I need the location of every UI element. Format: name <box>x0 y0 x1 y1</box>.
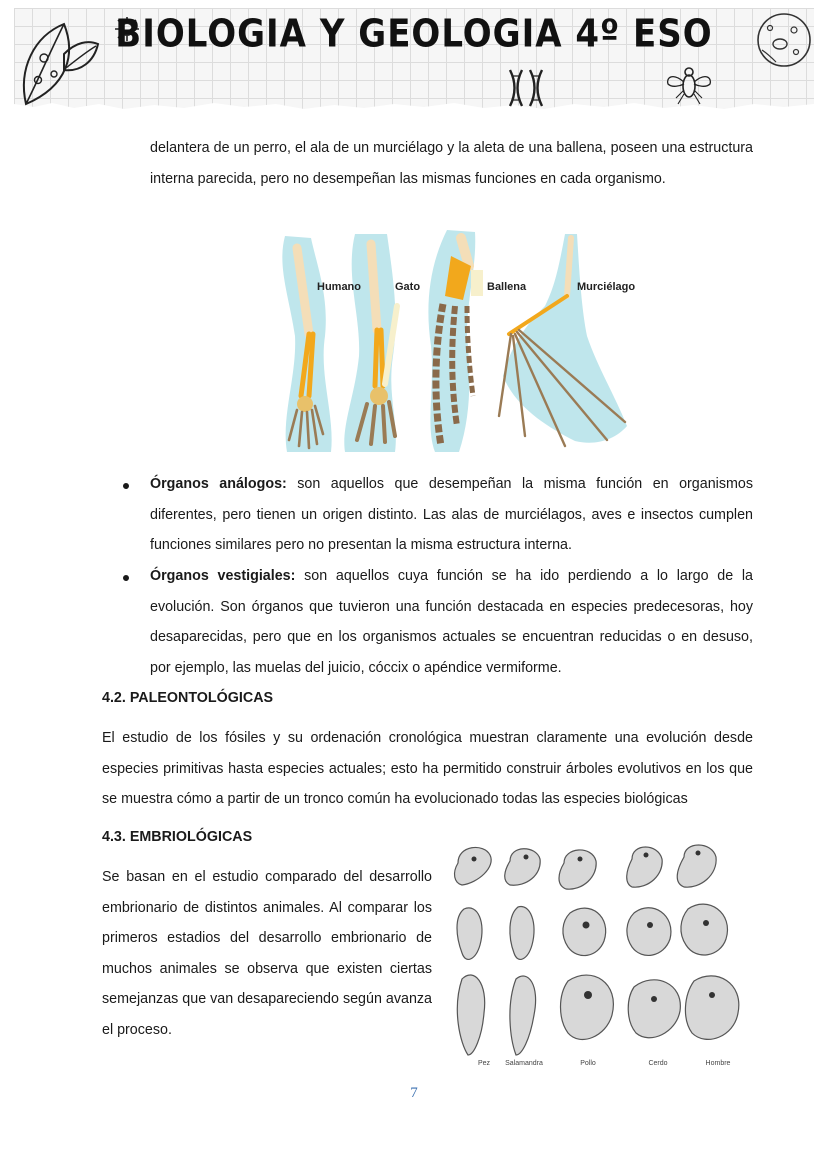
page-header-title: BIOLOGIA Y GEOLOGIA 4º ESO <box>115 11 713 57</box>
bullet-marker <box>123 575 129 581</box>
limb-label-whale: Ballena <box>487 281 527 293</box>
vestigial-organs-text: son aquellos cuya función se ha ido perdiendo a lo largo de la evolución. Son órganos que tuvieron una función destacada en especies predecesoras, hoy desaparecidas, pero que en los organismos actuales se encuentran reducidas o en desuso, por ejemplo, las muelas del juicio, cóccix o apéndice vermiforme. <box>150 568 753 676</box>
section-heading-paleontological: 4.2. PALEONTOLÓGICAS <box>102 690 274 706</box>
homologous-organs-paragraph: delantera de un perro, el ala de un murciélago y la aleta de una ballena, poseen una estructura interna parecida, pero no desempeñan las mismas funciones en cada organismo. <box>150 140 753 187</box>
limb-label-human: Humano <box>317 281 361 293</box>
vestigial-organs-term: Órganos vestigiales: <box>150 568 296 584</box>
fly-icon <box>664 60 714 106</box>
paleontological-paragraph: El estudio de los fósiles y su ordenación cronológica muestran claramente una evolución desde especies primitivas hasta especies actuales; esto ha permitido construir árboles evolutivos en los que se muestra cómo a partir de un tronco común ha evolucionado todas las especies biológicas <box>102 730 753 808</box>
embryo-label-fish: Pez <box>477 1060 491 1067</box>
analogous-organs-term: Órganos análogos: <box>150 476 287 492</box>
embryo-label-chicken: Pollo <box>580 1060 596 1067</box>
bullet-marker <box>123 483 129 489</box>
homologous-limbs-figure <box>275 226 655 456</box>
analogous-organs-text: son aquellos que desempeñan la misma función en organismos diferentes, pero tienen un origen distinto. Las alas de murciélagos, aves e insectos cumplen funciones similares pero no presentan la misma estructura interna. <box>150 476 753 554</box>
limb-label-bat: Murciélago <box>577 281 636 293</box>
analogous-organs-item <box>150 469 753 561</box>
limb-label-cat: Gato <box>395 281 421 293</box>
embryo-label-human: Hombre <box>705 1060 731 1067</box>
embryo-comparison-figure <box>444 833 754 1071</box>
page-number: 7 <box>410 1085 418 1101</box>
embryo-label-salamander: Salamandra <box>505 1060 543 1067</box>
vestigial-organs-item <box>150 561 753 683</box>
section-heading-embryological: 4.3. EMBRIOLÓGICAS <box>102 829 253 845</box>
embryo-label-pig: Cerdo <box>648 1060 668 1067</box>
chromosome-icon <box>506 66 546 110</box>
embryological-paragraph: Se basan en el estudio comparado del desarrollo embrionario de distintos animales. Al comparar los primeros estadios del desarrollo embrionario de muchos animales se observa que existen ciertas semejanzas que van desapareciendo según avanza el proceso. <box>102 869 432 1038</box>
